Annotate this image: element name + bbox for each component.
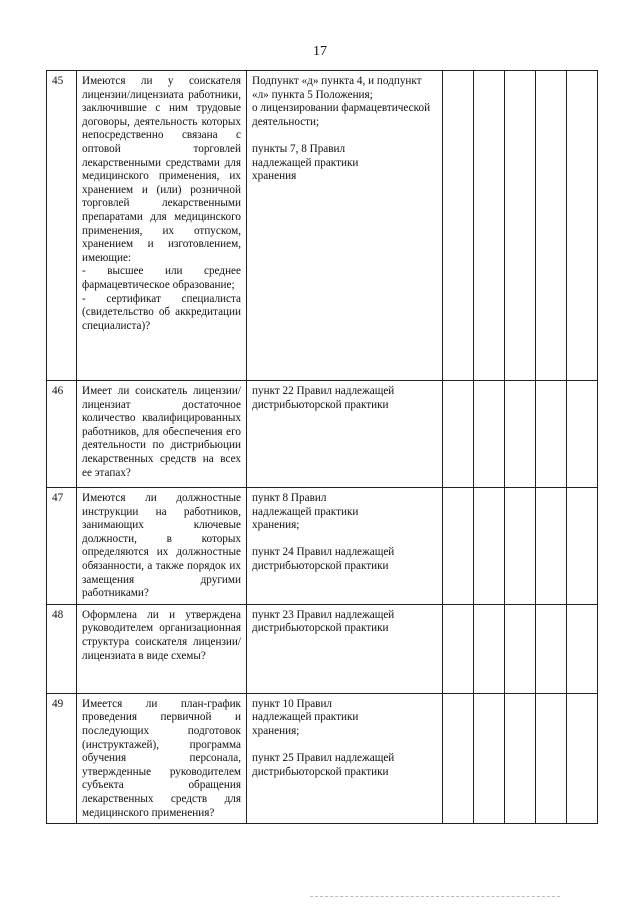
answer-cell	[505, 488, 536, 605]
answer-cell	[474, 488, 505, 605]
answer-cell	[536, 488, 567, 605]
reference-line: пункт 8 Правил	[252, 492, 327, 504]
answer-cell	[474, 381, 505, 488]
question-paragraph: Имеются ли должностные инструкции на работников, занимающих ключевые должности, в которых определяются их должностные обязанности, а также порядок их замещения другими работниками?	[82, 492, 241, 600]
requirement-question	[77, 604, 247, 693]
reference-line: надлежащей практики	[252, 505, 359, 518]
table-row	[47, 604, 598, 693]
reference-line: хранения	[252, 170, 297, 183]
table-row	[47, 381, 598, 488]
question-paragraph: - высшее или среднее фармацевтическое образование;	[82, 265, 241, 291]
answer-cell	[474, 693, 505, 823]
question-paragraph: Имеется ли план-график проведения первичной и последующих подготовок (инструктажей), программа обучения персонала, утвержденные руководителем субъекта обращения лекарственных средств для медицинского применения?	[82, 697, 241, 819]
answer-cell	[443, 381, 474, 488]
answer-cell	[567, 381, 598, 488]
legal-reference	[247, 381, 443, 488]
checklist-table	[46, 70, 598, 824]
answer-cell	[474, 604, 505, 693]
answer-cell	[567, 488, 598, 605]
row-number: 45	[47, 71, 77, 381]
reference-gap	[252, 533, 437, 547]
question-paragraph: Имеет ли соискатель лицензии/лицензиат достаточное количество квалифицированных работников, для обеспечения его деятельности по дистрибьюции лекарственных средств на всех ее этапах?	[82, 385, 241, 479]
page-number: 17	[313, 44, 327, 59]
answer-cell	[536, 71, 567, 381]
reference-line: о лицензировании фармацевтической деятельности;	[252, 102, 431, 128]
question-paragraph: Оформлена ли и утверждена руководителем организационная структура соискателя лицензии/лицензиата в виде схемы?	[82, 608, 241, 662]
answer-cell	[505, 693, 536, 823]
checklist-table-body	[47, 71, 598, 824]
reference-line: надлежащей практики	[252, 711, 359, 724]
answer-cell	[536, 604, 567, 693]
reference-line: хранения;	[252, 519, 300, 532]
answer-cell	[567, 693, 598, 823]
answer-cell	[567, 71, 598, 381]
legal-reference	[247, 693, 443, 823]
reference-line: пункты 7, 8 Правил	[252, 142, 346, 155]
table-row	[47, 693, 598, 823]
reference-line: пункт 23 Правил надлежащей	[252, 608, 395, 621]
answer-cell	[443, 693, 474, 823]
reference-line: пункт 24 Правил надлежащей	[252, 546, 395, 559]
reference-line: хранения;	[252, 724, 300, 737]
reference-line: дистрибьюторской практики	[252, 559, 389, 572]
reference-line: Подпункт «д» пункта 4, и подпункт «л» пункта 5 Положения;	[252, 75, 422, 101]
legal-reference	[247, 488, 443, 605]
reference-line: пункт 22 Правил надлежащей	[252, 385, 395, 397]
requirement-question	[77, 488, 247, 605]
answer-cell	[443, 604, 474, 693]
reference-gap	[252, 739, 437, 753]
answer-cell	[505, 71, 536, 381]
answer-cell	[536, 381, 567, 488]
reference-line: пункт 25 Правил надлежащей	[252, 752, 395, 765]
requirement-question	[77, 381, 247, 488]
answer-cell	[474, 71, 505, 381]
answer-cell	[443, 71, 474, 381]
row-number: 46	[47, 381, 77, 488]
requirement-question	[77, 693, 247, 823]
reference-gap	[252, 129, 437, 143]
reference-line: дистрибьюторской практики	[252, 622, 389, 635]
row-number: 49	[47, 693, 77, 823]
answer-cell	[443, 488, 474, 605]
row-number: 48	[47, 604, 77, 693]
legal-reference	[247, 604, 443, 693]
legal-reference	[247, 71, 443, 381]
requirement-question	[77, 71, 247, 381]
answer-cell	[505, 381, 536, 488]
question-paragraph: - сертификат специалиста (свидетельство об аккредитации специалиста)?	[82, 292, 241, 332]
table-row	[47, 488, 598, 605]
reference-line: дистрибьюторской практики	[252, 398, 389, 411]
table-row	[47, 71, 598, 381]
answer-cell	[505, 604, 536, 693]
answer-cell	[567, 604, 598, 693]
reference-line: надлежащей практики	[252, 156, 359, 169]
question-paragraph: Имеются ли у соискателя лицензии/лицензиата работники, заключившие с ним трудовые договоры, деятельность которых непосредственно связана с оптовой торговлей лекарственными средствами для медицинского применения, их хранением и (или) розничной торговлей лекарственными препаратами для медицинского применения, их отпуском, хранением и изготовлением, имеющие:	[82, 75, 241, 264]
reference-line: пункт 10 Правил	[252, 697, 333, 710]
bottom-scan-line	[310, 896, 560, 897]
answer-cell	[536, 693, 567, 823]
reference-line: дистрибьюторской практики	[252, 765, 389, 778]
row-number: 47	[47, 488, 77, 605]
